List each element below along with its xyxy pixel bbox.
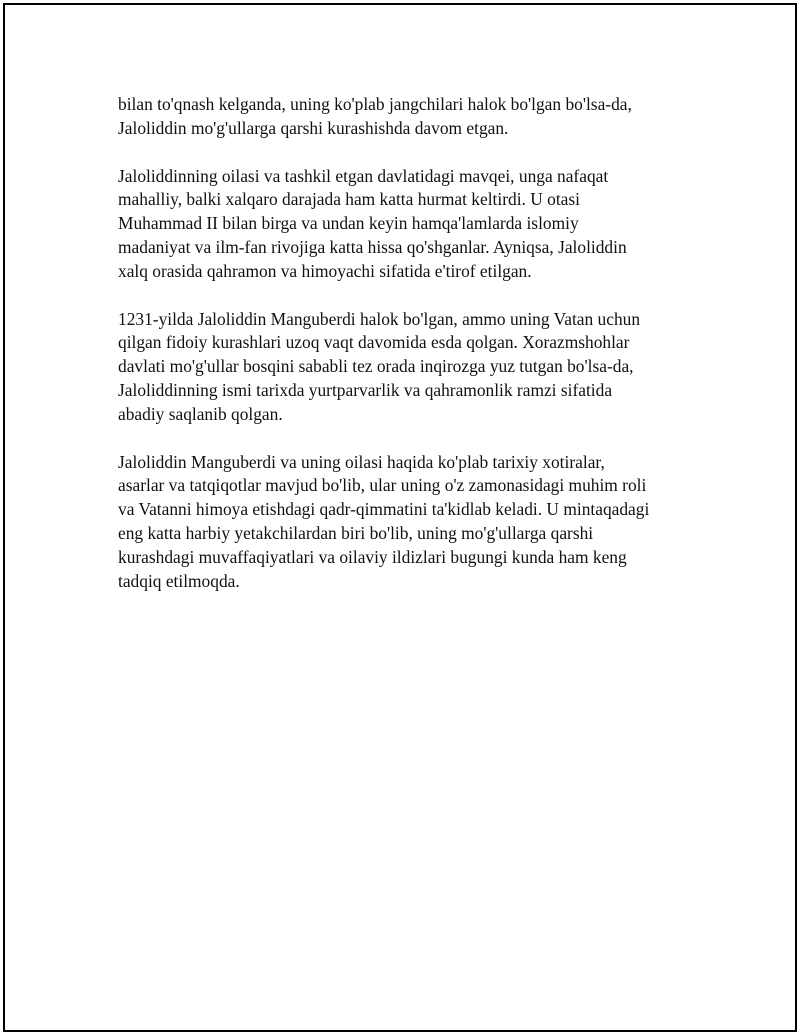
text-line: davlati mo'g'ullar bosqini sababli tez orada inqirozga yuz tutgan bo'lsa-da, [118,356,634,377]
text-line: qilgan fidoiy kurashlari uzoq vaqt davomida esda qolgan. Xorazmshohlar [118,332,630,353]
text-line: eng katta harbiy yetakchilardan biri bo'lib, uning mo'g'ullarga qarshi [118,522,594,543]
text-line: Jaloliddinning ismi tarixda yurtparvarlik va qahramonlik ramzi sifatida [118,379,613,400]
paragraph-2 [118,165,698,284]
text-line: Jaloliddin mo'g'ullarga qarshi kurashishda davom etgan. [118,117,509,138]
paragraph-3 [118,308,698,427]
text-line: asarlar va tatqiqotlar mavjud bo'lib, ular uning o'z zamonasidagi muhim roli [118,475,647,496]
text-line: bilan to'qnash kelganda, uning ko'plab jangchilari halok bo'lgan bo'lsa-da, [118,94,632,114]
text-line: madaniyat va ilm-fan rivojiga katta hissa qo'shganlar. Ayniqsa, Jaloliddin [118,236,627,257]
text-line: abadiy saqlanib qolgan. [118,403,283,424]
text-line: va Vatanni himoya etishdagi qadr-qimmatini ta'kidlab keladi. U mintaqadagi [118,499,650,520]
text-line: mahalliy, balki xalqaro darajada ham katta hurmat keltirdi. U otasi [118,189,580,210]
document-body [118,93,698,617]
text-line: tadqiq etilmoqda. [118,570,240,591]
text-line: Jaloliddinning oilasi va tashkil etgan davlatidagi mavqei, unga nafaqat [118,165,609,186]
paragraph-1 [118,93,698,141]
text-line: kurashdagi muvaffaqiyatlari va oilaviy ildizlari bugungi kunda ham keng [118,546,627,567]
paragraph-4 [118,451,698,594]
text-line: 1231-yilda Jaloliddin Manguberdi halok bo'lgan, ammo uning Vatan uchun [118,308,641,329]
text-line: Muhammad II bilan birga va undan keyin hamqa'lamlarda islomiy [118,213,579,234]
text-line: xalq orasida qahramon va himoyachi sifatida e'tirof etilgan. [118,260,532,281]
text-line: Jaloliddin Manguberdi va uning oilasi haqida ko'plab tarixiy xotiralar, [118,451,605,472]
